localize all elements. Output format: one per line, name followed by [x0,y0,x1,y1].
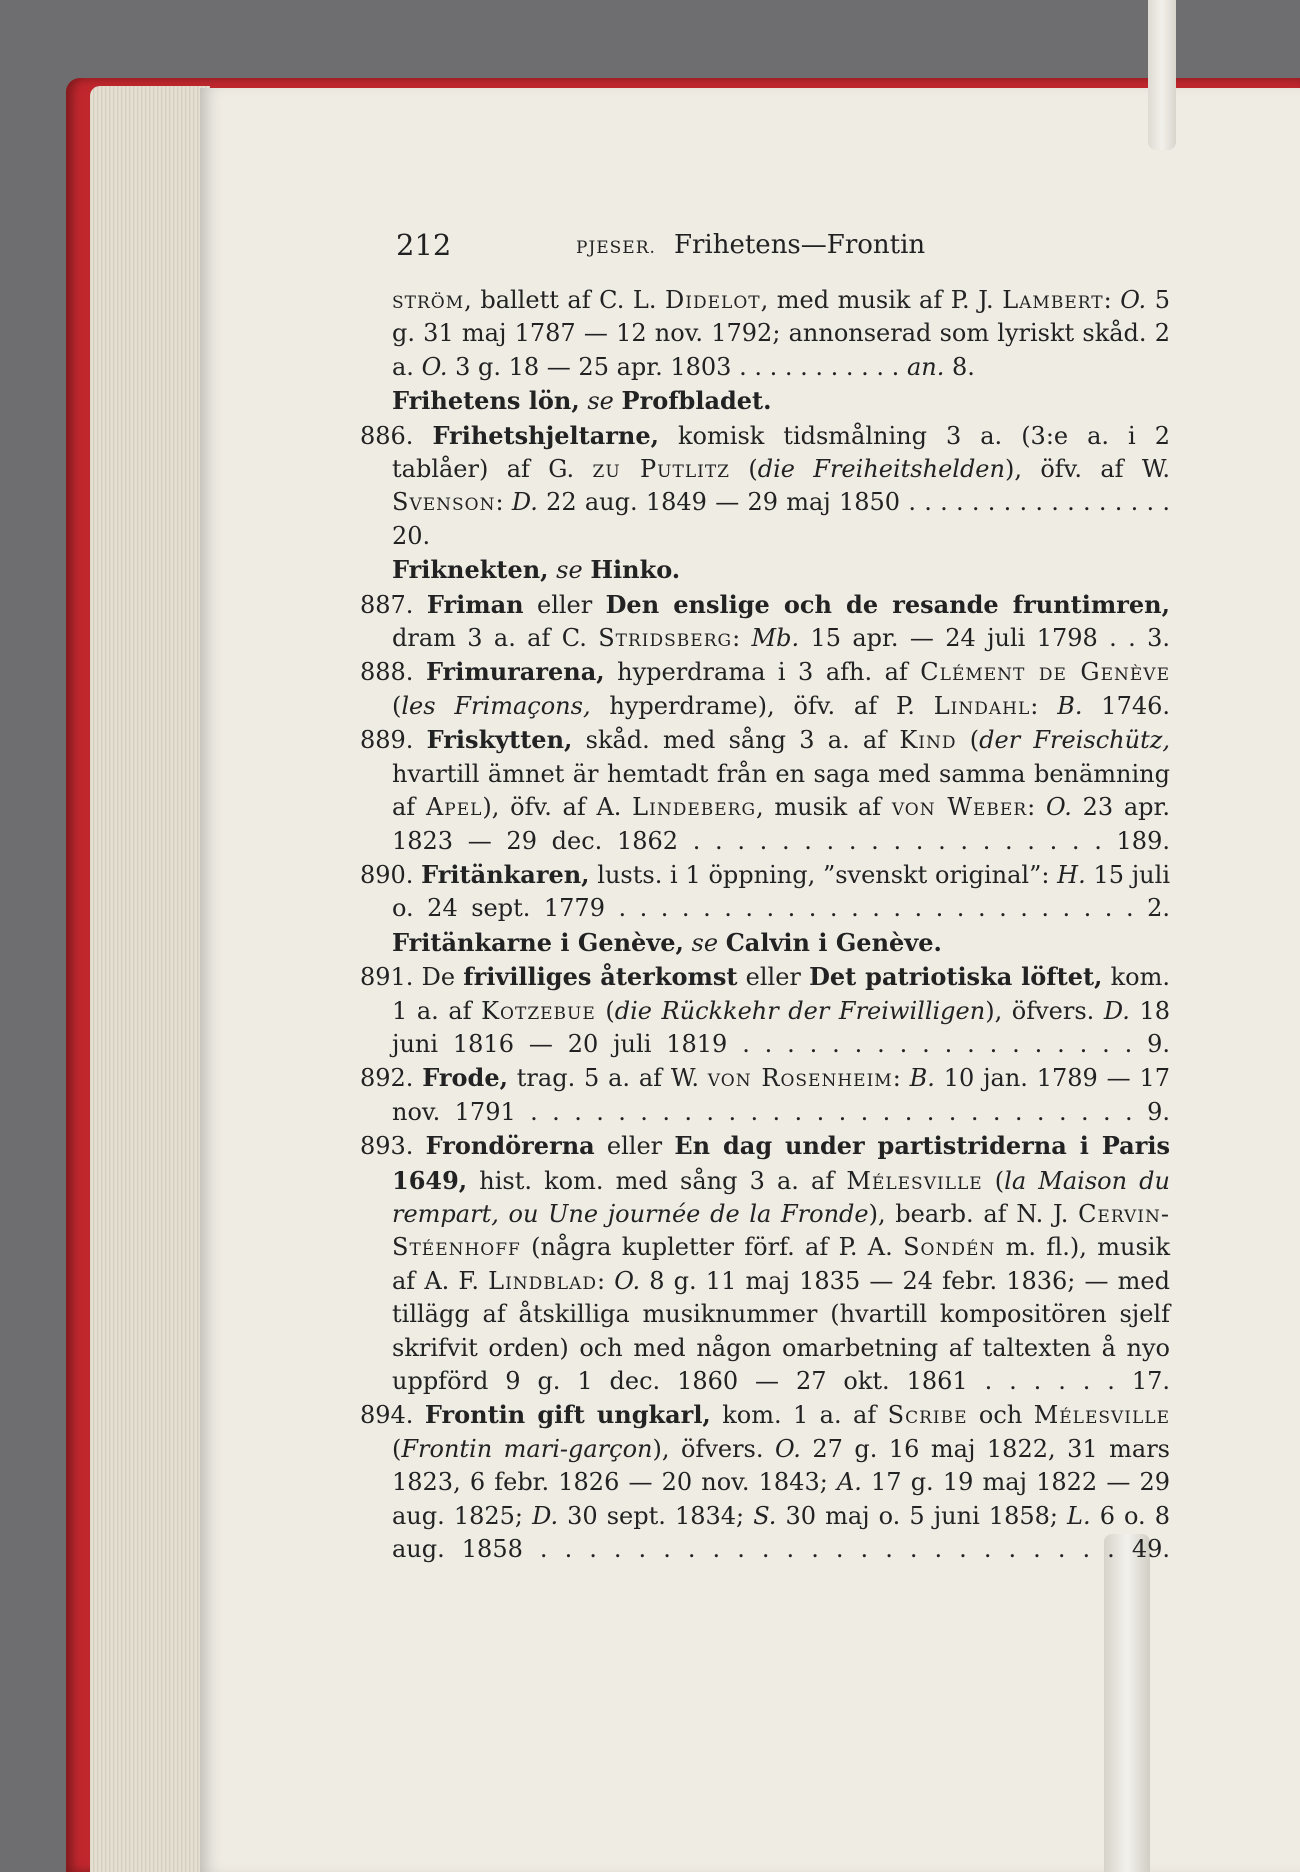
entry-893: 893. Frondörerna eller En dag under partistriderna i Paris 1649, hist. kom. med sång 3 a. af Mélesville (la Maison du rempart, ou Une journée de la Fronde), bearb. af N. J. Cervin-Stéenhoff (några kupletter förf. af P. A. Sondén m. fl.), musik af A. F. Lindblad: O. 8 g. 11 maj 1835 — 24 febr. 1836; — med tillägg af åtskilliga musiknummer (hvartill kompositören sjelf skrifvit orden) och med någon omarbetning af taltexten å nyo uppförd 9 g. 1 dec. 1860 — 27 okt. 1861 . . . . . . 17. [360,1131,1171,1395]
page-edges [90,86,210,1872]
entry-list [360,284,1170,1566]
entry-friknekten: Friknekten, se Hinko. [392,555,681,585]
entry-892: 892. Frode, trag. 5 a. af W. von Rosenheim: B. 10 jan. 1789 — 17 nov. 1791 . . . . . . . . . . . . . . . . . . . . . . . . . . . . 9. [360,1063,1170,1126]
entry-891: 891. De frivilliges återkomst eller Det patriotiska löftet, kom. 1 a. af Kotzebue (die Rückkehr der Freiwilligen), öfvers. D. 18 juni 1816 — 20 juli 1819 . . . . . . . . . . . . . . . . . . 9. [360,962,1171,1058]
entry-894: 894. Frontin gift ungkarl, kom. 1 a. af Scribe och Mélesville (Frontin mari-garçon), öfvers. O. 27 g. 16 maj 1822, 31 mars 1823, 6 febr. 1826 — 20 nov. 1843; A. 17 g. 19 maj 1822 — 29 aug. 1825; D. 30 sept. 1834; S. 30 maj o. 5 juni 1858; L. 6 o. 8 aug. 1858 . . . . . . . . . . . . . . . . . . . . . . . . 49. [360,1400,1171,1564]
section-label: PJESER. [576,238,656,258]
entry-888: 888. Frimurarena, hyperdrama i 3 afh. af Clément de Genève (les Frimaçons, hyperdrame), öfv. af P. Lindahl: B. 1746. [360,657,1171,720]
page-number: 212 [396,228,452,262]
entry-889: 889. Friskytten, skåd. med sång 3 a. af Kind (der Freischütz, hvartill ämnet är hemtadt från en saga med samma benämning af Apel), öfv. af A. Lindeberg, musik af von Weber: O. 23 apr. 1823 — 29 dec. 1862 . . . . . . . . . . . . . . . . . . . 189. [360,725,1171,855]
entry-887: 887. Friman eller Den enslige och de resande fruntimren, dram 3 a. af C. Stridsberg: Mb. 15 apr. — 24 juli 1798 . . 3. [360,589,1171,653]
entry-range: Frihetens—Frontin [673,230,926,260]
running-head [576,230,925,260]
bookmark-top [1148,0,1176,150]
entry-strom: ström, ballett af C. L. Didelot, med musik af P. J. Lambert: O. 5 g. 31 maj 1787 — 12 nov. 1792; annonserad som lyriskt skåd. 2 a. O. 3 g. 18 — 25 apr. 1803 . . . . . . . . . . . an. 8. [392,286,1170,381]
entry-890: 890. Fritänkaren, lusts. i 1 öppning, ”svenskt original”: H. 15 juli o. 24 sept. 1779 . . . . . . . . . . . . . . . . . . . . . . . . . 2. [360,859,1170,923]
entry-fritankarne: Fritänkarne i Genève, se Calvin i Genève. [392,927,942,957]
page-header [360,222,1170,262]
entry-frihetens-lon: Frihetens lön, se Profbladet. [392,386,772,416]
entry-886: 886. Frihetshjeltarne, komisk tidsmålning 3 a. (3:e a. i 2 tablåer) af G. zu Putlitz (die Freiheitshelden), öfv. af W. Svenson: D. 22 aug. 1849 — 29 maj 1850 . . . . . . . . . . . . . . . . . 20. [360,420,1171,550]
bookmark-bottom [1104,1534,1150,1872]
